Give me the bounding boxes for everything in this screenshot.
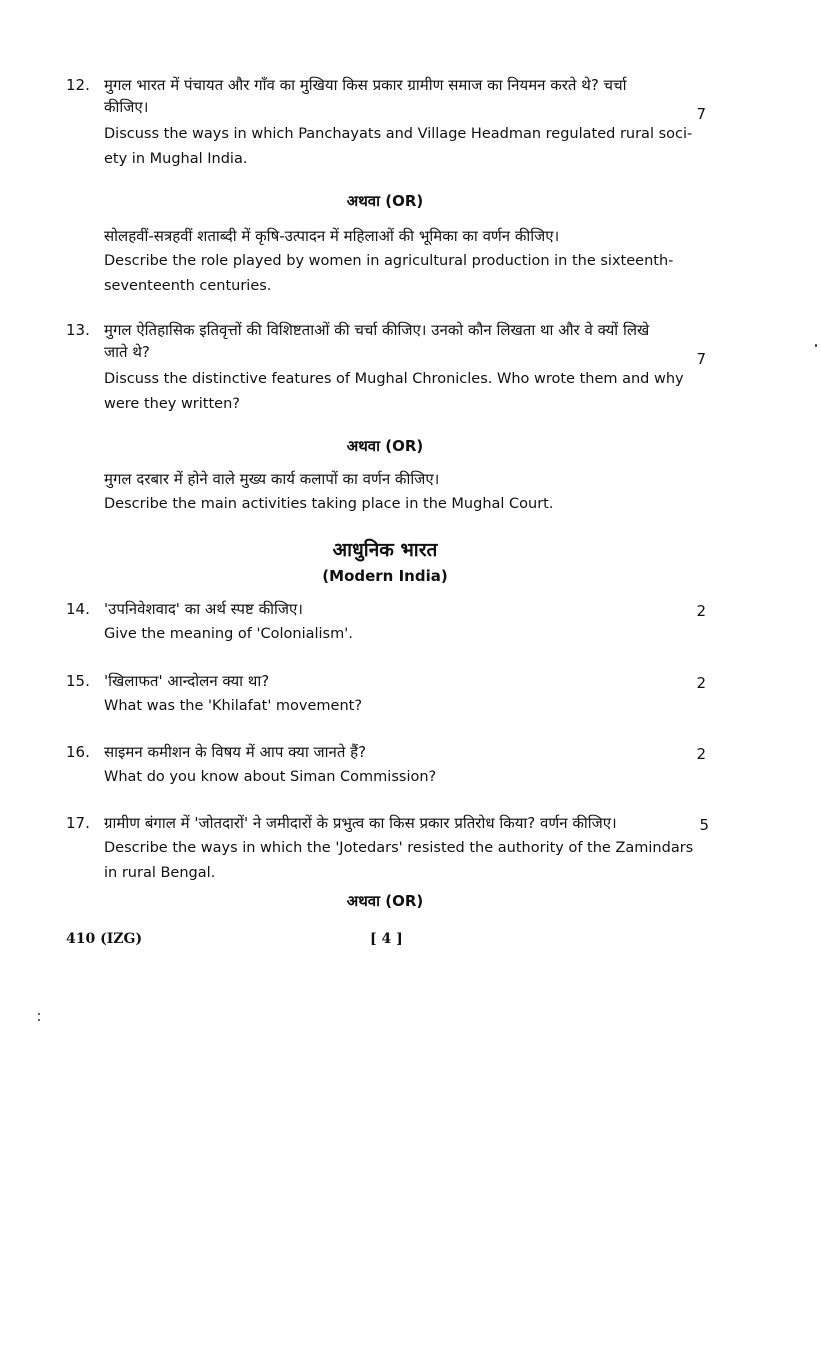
question-13 bbox=[66, 319, 706, 417]
question-english-text: Describe the ways in which the 'Jotedars' resisted the authority of the Zamindars in rural Bengal. bbox=[104, 840, 694, 881]
or-separator: अथवा (OR) bbox=[346, 192, 424, 210]
question-number: 12. bbox=[66, 76, 90, 94]
section-title-hindi: आधुनिक भारत bbox=[332, 539, 438, 561]
scan-speck bbox=[815, 344, 817, 347]
question-hindi-text: मुगल भारत में पंचायत और गाँव का मुखिया किस प्रकार ग्रामीण समाज का नियमन करते थे? चर्चा कीजिए। bbox=[104, 76, 627, 116]
or-separator: अथवा (OR) bbox=[346, 437, 424, 455]
scan-speck bbox=[38, 1013, 40, 1015]
question-marks: 2 bbox=[696, 602, 706, 620]
question-number: 13. bbox=[66, 321, 90, 339]
or-separator: अथवा (OR) bbox=[346, 892, 424, 910]
question-number: 16. bbox=[66, 743, 90, 761]
question-marks: 2 bbox=[696, 674, 706, 692]
question-hindi-text: साइमन कमीशन के विषय में आप क्या जानते हैं? bbox=[104, 743, 367, 761]
alternative-hindi-text: मुगल दरबार में होने वाले मुख्य कार्य कलापों का वर्णन कीजिए। bbox=[104, 470, 440, 488]
alternative-english-text: Describe the main activities taking place in the Mughal Court. bbox=[104, 496, 554, 512]
question-marks: 7 bbox=[696, 350, 706, 368]
alternative-question-13 bbox=[104, 468, 704, 517]
question-number: 17. bbox=[66, 814, 90, 832]
question-english-text: Discuss the distinctive features of Mughal Chronicles. Who wrote them and why were they written? bbox=[104, 371, 684, 412]
question-15 bbox=[66, 670, 706, 719]
question-hindi-text: ग्रामीण बंगाल में 'जोतदारों' ने जमीदारों के प्रभुत्व का किस प्रकार प्रतिरोध किया? वर्णन कीजिए। bbox=[104, 814, 617, 832]
question-marks: 5 bbox=[699, 816, 709, 834]
question-12 bbox=[66, 74, 706, 172]
alternative-question-12 bbox=[104, 225, 704, 299]
scan-speck bbox=[38, 1019, 40, 1021]
question-16 bbox=[66, 741, 706, 790]
section-heading bbox=[0, 537, 770, 589]
question-marks: 7 bbox=[696, 105, 706, 123]
alternative-hindi-text: सोलहवीं-सत्रहवीं शताब्दी में कृषि-उत्पादन में महिलाओं की भूमिका का वर्णन कीजिए। bbox=[104, 227, 560, 245]
question-17 bbox=[66, 812, 709, 886]
question-english-text: Give the meaning of 'Colonialism'. bbox=[104, 626, 353, 642]
section-title-english: (Modern India) bbox=[322, 567, 448, 585]
question-english-text: What was the 'Khilafat' movement? bbox=[104, 698, 363, 714]
question-number: 15. bbox=[66, 672, 90, 690]
question-english-text: Discuss the ways in which Panchayats and Village Headman regulated rural soci- ety in Mughal India. bbox=[104, 126, 693, 167]
question-marks: 2 bbox=[696, 745, 706, 763]
page-number: [ 4 ] bbox=[370, 931, 403, 947]
question-hindi-text: 'खिलाफत' आन्दोलन क्या था? bbox=[104, 672, 270, 690]
paper-code: 410 (IZG) bbox=[66, 931, 143, 947]
question-hindi-text: 'उपनिवेशवाद' का अर्थ स्पष्ट कीजिए। bbox=[104, 600, 303, 618]
question-number: 14. bbox=[66, 600, 90, 618]
question-english-text: What do you know about Siman Commission? bbox=[104, 769, 437, 785]
question-hindi-text: मुगल ऐतिहासिक इतिवृत्तों की विशिष्टताओं की चर्चा कीजिए। उनको कौन लिखता था और वे क्यों लिखे जाते थे? bbox=[104, 321, 650, 361]
alternative-english-text: Describe the role played by women in agricultural production in the sixteenth- seventeenth centuries. bbox=[104, 253, 674, 294]
question-14 bbox=[66, 598, 706, 647]
